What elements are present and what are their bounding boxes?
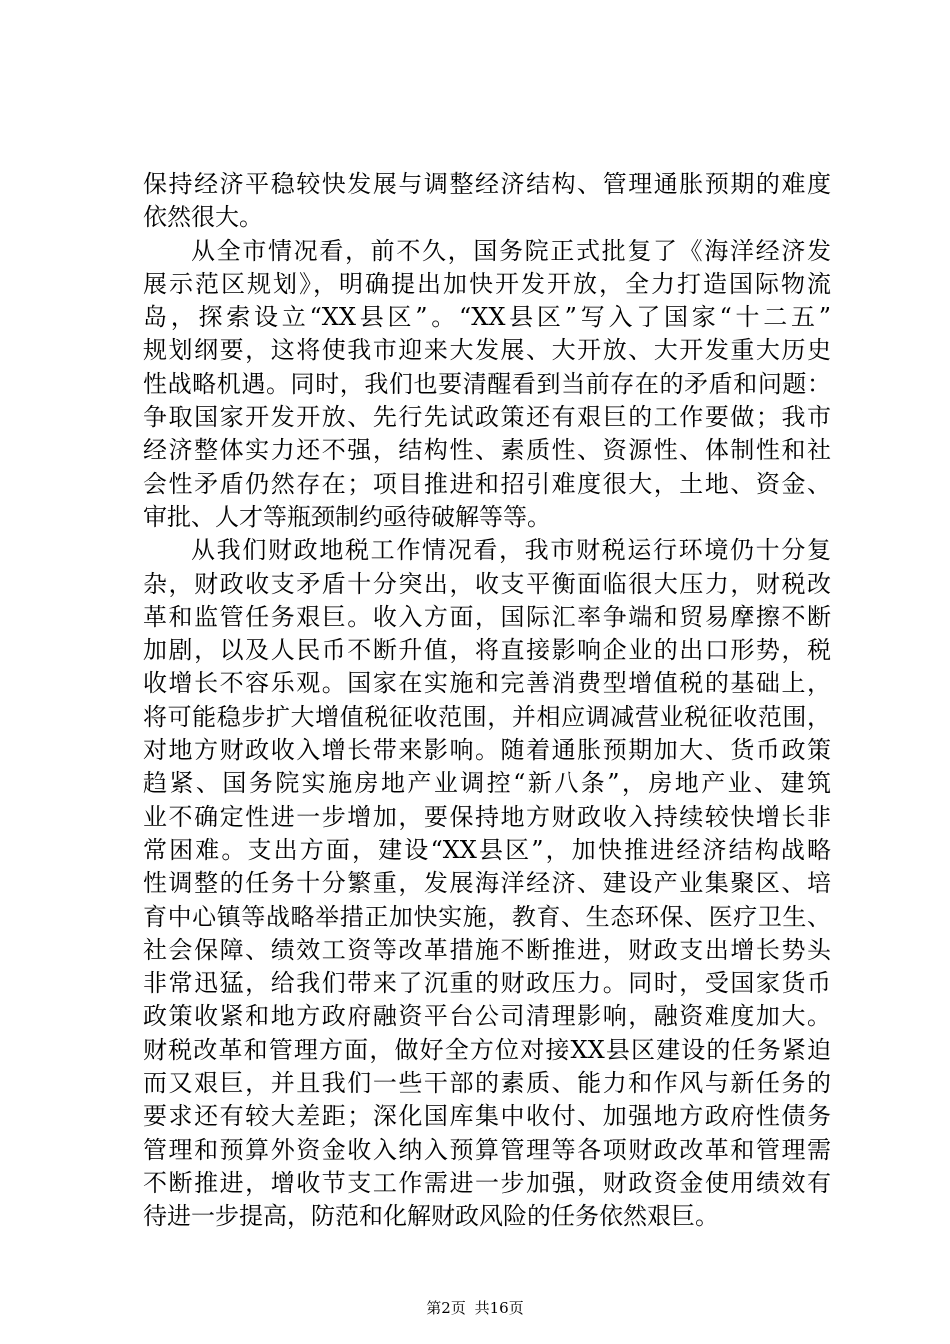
text-line: 对地方财政收入增长带来影响。随着通胀预期加大、货币政策 [143, 736, 831, 765]
text-line: 常困难。支出方面，建设“XX县区”，加快推进经济结构战略 [143, 835, 831, 864]
text-line: 岛，探索设立“XX县区”。“XX县区”写入了国家“十二五” [143, 303, 831, 332]
text-line: 育中心镇等战略举措正加快实施，教育、生态环保、医疗卫生、 [143, 902, 831, 931]
paragraph [143, 235, 831, 535]
text-line: 管理和预算外资金收入纳入预算管理等各项财政改革和管理需 [143, 1135, 831, 1164]
text-line: 性战略机遇。同时，我们也要清醒看到当前存在的矛盾和问题： [143, 369, 831, 398]
text-line: 经济整体实力还不强，结构性、素质性、资源性、体制性和社 [143, 436, 831, 465]
text-line: 收增长不容乐观。国家在实施和完善消费型增值税的基础上， [143, 669, 831, 698]
text-line: 待进一步提高，防范和化解财政风险的任务依然艰巨。 [143, 1202, 719, 1231]
paragraph [143, 168, 831, 235]
text-line: 杂，财政收支矛盾十分突出，收支平衡面临很大压力，财税改 [143, 569, 831, 598]
text-line: 非常迅猛，给我们带来了沉重的财政压力。同时，受国家货币 [143, 969, 831, 998]
text-line: 争取国家开发开放、先行先试政策还有艰巨的工作要做；我市 [143, 403, 831, 432]
text-line: 展示范区规划》，明确提出加快开发开放，全力打造国际物流 [143, 269, 831, 298]
page-total: 共16页 [474, 1299, 524, 1317]
text-line: 规划纲要，这将使我市迎来大发展、大开放、大开发重大历史 [143, 336, 831, 365]
text-line: 革和监管任务艰巨。收入方面，国际汇率争端和贸易摩擦不断 [143, 602, 831, 631]
document-body [143, 168, 831, 1234]
text-line: 社会保障、绩效工资等改革措施不断推进，财政支出增长势头 [143, 935, 831, 964]
paragraph [143, 534, 831, 1233]
page-number: 第2页 [426, 1299, 466, 1317]
text-line: 依然很大。 [143, 203, 263, 232]
text-line: 政策收紧和地方政府融资平台公司清理影响，融资难度加大。 [143, 1002, 831, 1031]
text-line: 加剧，以及人民币不断升值，将直接影响企业的出口形势，税 [143, 636, 831, 665]
text-line: 将可能稳步扩大增值税征收范围，并相应调减营业税征收范围， [143, 702, 831, 731]
text-line: 审批、人才等瓶颈制约亟待破解等等。 [143, 502, 551, 531]
text-line: 会性矛盾仍然存在；项目推进和招引难度很大，土地、资金、 [143, 469, 831, 498]
text-line: 保持经济平稳较快发展与调整经济结构、管理通胀预期的难度 [143, 170, 831, 198]
text-line: 不断推进，增收节支工作需进一步加强，财政资金使用绩效有 [143, 1168, 831, 1197]
page-footer [0, 1298, 950, 1318]
text-line: 性调整的任务十分繁重，发展海洋经济、建设产业集聚区、培 [143, 869, 831, 898]
text-line: 财税改革和管理方面，做好全方位对接XX县区建设的任务紧迫 [143, 1035, 831, 1064]
text-line: 要求还有较大差距；深化国库集中收付、加强地方政府性债务 [143, 1102, 831, 1131]
text-line: 从全市情况看，前不久，国务院正式批复了《海洋经济发 [191, 236, 831, 265]
text-line: 从我们财政地税工作情况看，我市财税运行环境仍十分复 [191, 536, 831, 565]
text-line: 趋紧、国务院实施房地产业调控“新八条”，房地产业、建筑 [143, 769, 831, 798]
text-line: 而又艰巨，并且我们一些干部的素质、能力和作风与新任务的 [143, 1069, 831, 1098]
text-line: 业不确定性进一步增加，要保持地方财政收入持续较快增长非 [143, 802, 831, 831]
